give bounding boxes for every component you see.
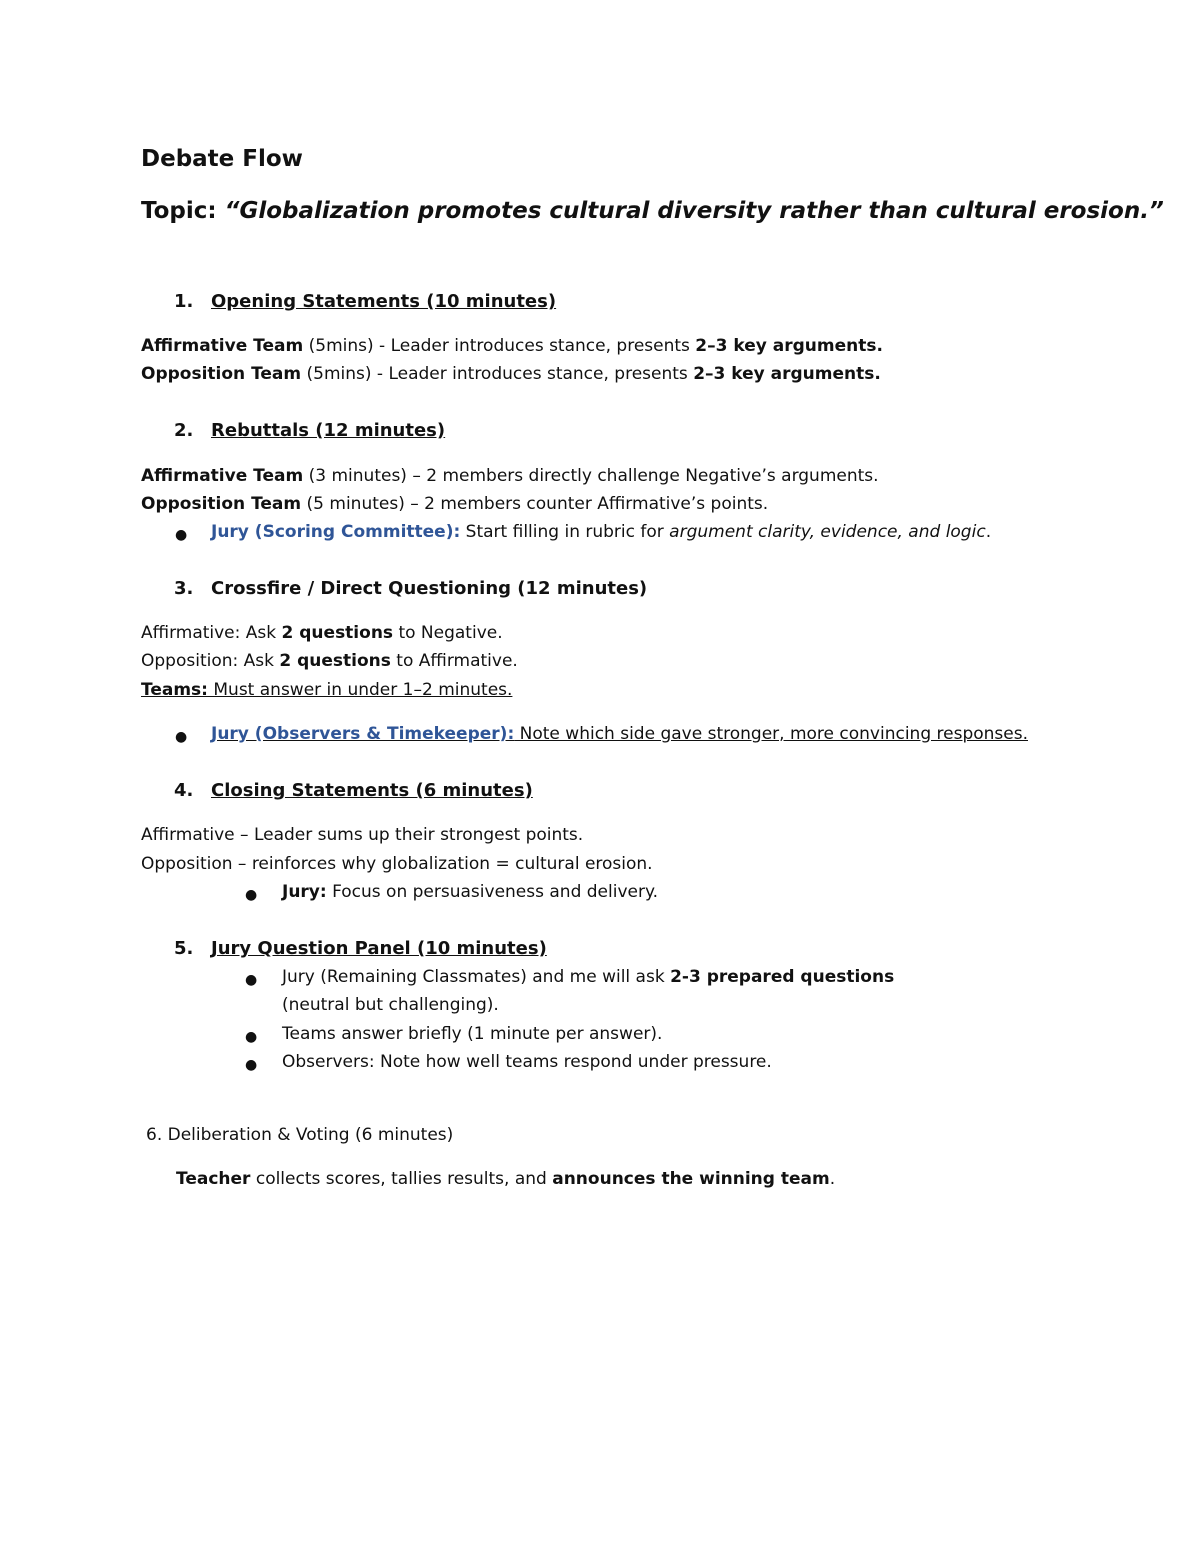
s2-jury-italic: argument clarity, evidence, and logic xyxy=(669,522,986,542)
s3-affirmative-line xyxy=(141,625,503,642)
section-5-heading: Jury Question Panel (10 minutes) xyxy=(211,938,547,959)
s1-opposition-line xyxy=(141,366,881,383)
bullet-icon: ● xyxy=(175,527,188,543)
bullet-icon: ● xyxy=(245,972,258,988)
section-2-number: 2. xyxy=(174,420,194,441)
s4-opposition-line: Opposition – reinforces why globalization = cultural erosion. xyxy=(141,854,653,874)
section-3-heading: Crossfire / Direct Questioning (12 minutes) xyxy=(211,578,648,599)
s1-aff-bold: 2–3 key arguments. xyxy=(695,336,883,356)
s6-teacher-line xyxy=(176,1171,835,1188)
s3-jury-label: Jury (Observers & Timekeeper): xyxy=(211,724,515,744)
s2-jury-text: Start filling in rubric for xyxy=(460,522,670,542)
s3-teams-label: Teams: xyxy=(141,680,208,700)
bullet-icon: ● xyxy=(175,729,188,745)
bullet-icon: ● xyxy=(245,1057,258,1073)
s5-bullet-1 xyxy=(282,969,894,986)
s2-opposition-line xyxy=(141,496,768,513)
s6-text1: collects scores, tallies results, and xyxy=(250,1169,553,1189)
s3-aff-pre: Affirmative: Ask xyxy=(141,623,282,643)
s2-opp-label: Opposition Team xyxy=(141,494,302,514)
s6-teacher: Teacher xyxy=(176,1169,251,1189)
s3-opp-post: to Affirmative. xyxy=(390,651,518,671)
section-4-number: 4. xyxy=(174,780,194,801)
section-5-number: 5. xyxy=(174,938,194,959)
s3-jury-text: Note which side gave stronger, more convincing responses. xyxy=(514,724,1028,744)
section-1-number: 1. xyxy=(174,291,194,312)
s2-aff-label: Affirmative Team xyxy=(141,466,304,486)
section-4-heading: Closing Statements (6 minutes) xyxy=(211,780,533,801)
s5-bullet-2: Teams answer briefly (1 minute per answer). xyxy=(282,1024,663,1044)
s4-jury-line xyxy=(282,884,658,901)
topic-label: Topic: xyxy=(141,198,217,224)
s1-opp-text: (5mins) - Leader introduces stance, presents xyxy=(301,364,694,384)
topic-line xyxy=(141,200,1164,223)
s5-b1-pre: Jury (Remaining Classmates) and me will ask xyxy=(282,967,671,987)
s4-affirmative-line: Affirmative – Leader sums up their strongest points. xyxy=(141,825,584,845)
s6-bold2: announces the winning team xyxy=(552,1169,830,1189)
s2-aff-text: (3 minutes) – 2 members directly challenge Negative’s arguments. xyxy=(303,466,879,486)
s5-b1-bold: 2-3 prepared questions xyxy=(670,967,895,987)
section-1-heading: Opening Statements (10 minutes) xyxy=(211,291,557,312)
s6-end: . xyxy=(829,1169,836,1189)
s2-jury-label: Jury (Scoring Committee): xyxy=(211,522,461,542)
s1-aff-text: (5mins) - Leader introduces stance, presents xyxy=(303,336,696,356)
page-title: Debate Flow xyxy=(141,146,303,172)
s5-bullet-1-continued: (neutral but challenging). xyxy=(282,995,499,1015)
bullet-icon: ● xyxy=(245,1029,258,1045)
s3-opposition-line xyxy=(141,653,518,670)
section-6-heading: 6. Deliberation & Voting (6 minutes) xyxy=(146,1125,454,1145)
s3-aff-bold: 2 questions xyxy=(281,623,394,643)
s5-bullet-3: Observers: Note how well teams respond under pressure. xyxy=(282,1052,772,1072)
s3-aff-post: to Negative. xyxy=(393,623,503,643)
s3-opp-pre: Opposition: Ask xyxy=(141,651,280,671)
s4-jury-label: Jury: xyxy=(282,882,327,902)
s4-jury-text: Focus on persuasiveness and delivery. xyxy=(326,882,659,902)
s1-aff-label: Affirmative Team xyxy=(141,336,304,356)
s1-opp-label: Opposition Team xyxy=(141,364,302,384)
s1-opp-bold: 2–3 key arguments. xyxy=(693,364,881,384)
section-3-number: 3. xyxy=(174,578,194,599)
s3-opp-bold: 2 questions xyxy=(279,651,391,671)
s1-affirmative-line xyxy=(141,338,883,355)
s2-affirmative-line xyxy=(141,468,879,485)
s3-teams-text: Must answer in under 1–2 minutes. xyxy=(207,680,513,700)
topic-text: “Globalization promotes cultural diversity rather than cultural erosion.” xyxy=(224,198,1164,224)
s3-teams-line xyxy=(141,682,512,699)
s2-jury-line xyxy=(211,524,991,541)
s2-jury-end: . xyxy=(985,522,992,542)
s2-opp-text: (5 minutes) – 2 members counter Affirmative’s points. xyxy=(301,494,769,514)
section-2-heading: Rebuttals (12 minutes) xyxy=(211,420,446,441)
bullet-icon: ● xyxy=(245,887,258,903)
s3-jury-line xyxy=(211,726,1028,743)
